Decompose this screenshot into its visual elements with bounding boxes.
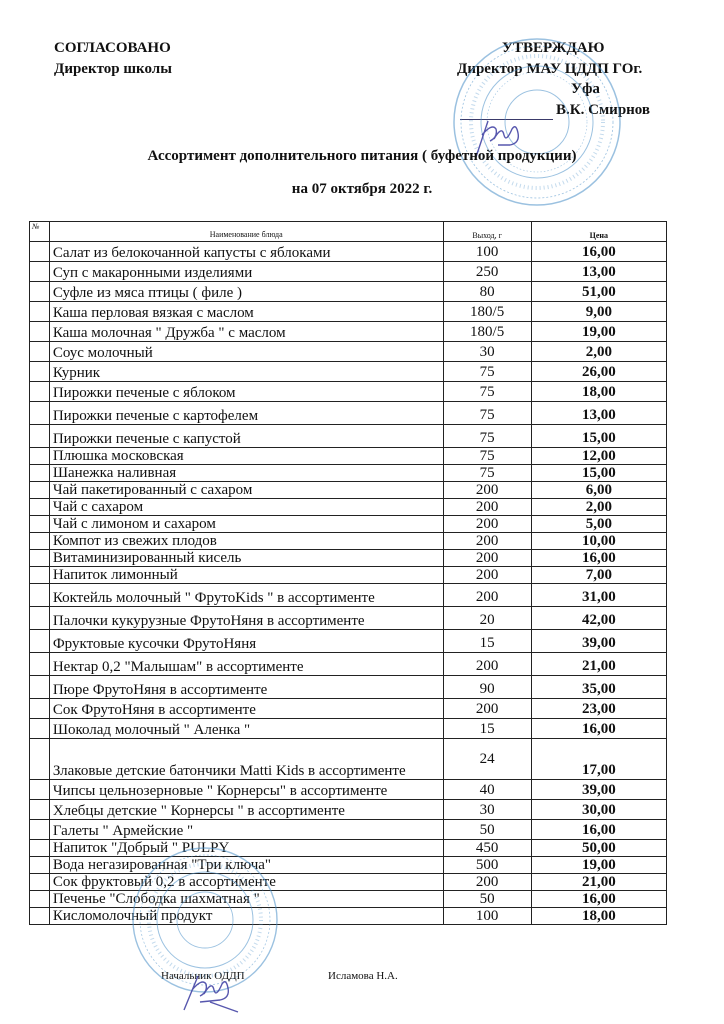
item-yield: 200 [443, 499, 531, 516]
table-row [30, 800, 667, 820]
item-name: Пюре ФрутоНяня в ассортименте [49, 676, 443, 699]
row-number [30, 699, 50, 719]
row-number [30, 739, 50, 780]
item-yield: 200 [443, 653, 531, 676]
row-number [30, 448, 50, 465]
menu-table [29, 221, 667, 925]
row-number [30, 857, 50, 874]
item-price: 30,00 [531, 800, 666, 820]
approval-right-signer: В.К. Смирнов [556, 102, 651, 118]
item-yield: 90 [443, 676, 531, 699]
item-name: Соус молочный [49, 342, 443, 362]
item-price: 23,00 [531, 699, 666, 719]
item-yield: 75 [443, 402, 531, 425]
item-name: Напиток лимонный [49, 567, 443, 584]
item-name: Пирожки печеные с яблоком [49, 382, 443, 402]
row-number [30, 533, 50, 550]
item-yield: 100 [443, 908, 531, 925]
item-yield: 75 [443, 465, 531, 482]
table-row [30, 242, 667, 262]
item-name: Злаковые детские батончики Matti Kids в ассортименте [49, 739, 443, 780]
table-row [30, 516, 667, 533]
table-row [30, 699, 667, 719]
item-price: 21,00 [531, 653, 666, 676]
item-yield: 180/5 [443, 322, 531, 342]
item-price: 7,00 [531, 567, 666, 584]
row-number [30, 820, 50, 840]
item-name: Фруктовые кусочки ФрутоНяня [49, 630, 443, 653]
item-price: 16,00 [531, 820, 666, 840]
item-yield: 450 [443, 840, 531, 857]
row-number [30, 550, 50, 567]
item-name: Сок ФрутоНяня в ассортименте [49, 699, 443, 719]
item-price: 26,00 [531, 362, 666, 382]
table-row [30, 362, 667, 382]
item-name: Плюшка московская [49, 448, 443, 465]
table-row [30, 719, 667, 739]
row-number [30, 567, 50, 584]
column-header-number: № [30, 222, 50, 242]
table-row [30, 676, 667, 699]
item-yield: 250 [443, 262, 531, 282]
row-number [30, 362, 50, 382]
item-name: Суфле из мяса птицы ( филе ) [49, 282, 443, 302]
item-price: 31,00 [531, 584, 666, 607]
item-name: Чипсы цельнозерновые " Корнерсы" в ассортименте [49, 780, 443, 800]
item-price: 13,00 [531, 262, 666, 282]
row-number [30, 630, 50, 653]
item-name: Коктейль молочный " ФрутоKids " в ассортименте [49, 584, 443, 607]
table-row [30, 448, 667, 465]
document-title: Ассортимент дополнительного питания ( буфетной продукции) [147, 148, 577, 164]
approval-left-title: СОГЛАСОВАНО [54, 40, 171, 56]
column-header-yield: Выход, г [443, 222, 531, 242]
item-name: Нектар 0,2 "Малышам" в ассортименте [49, 653, 443, 676]
item-name: Печенье "Слободка шахматная " [49, 891, 443, 908]
table-row [30, 533, 667, 550]
approval-right-title: УТВЕРЖДАЮ [502, 40, 605, 56]
row-number [30, 653, 50, 676]
item-yield: 200 [443, 874, 531, 891]
row-number [30, 780, 50, 800]
column-header-name: Наименование блюда [49, 222, 443, 242]
row-number [30, 840, 50, 857]
table-row [30, 891, 667, 908]
item-price: 42,00 [531, 607, 666, 630]
item-price: 15,00 [531, 465, 666, 482]
approval-right-role: Директор МАУ ЦДДП ГОг. [457, 61, 643, 77]
item-yield: 24 [443, 739, 531, 780]
table-body [30, 242, 667, 925]
row-number [30, 891, 50, 908]
table-row [30, 567, 667, 584]
item-yield: 30 [443, 800, 531, 820]
item-name: Чай с лимоном и сахаром [49, 516, 443, 533]
item-price: 2,00 [531, 342, 666, 362]
row-number [30, 242, 50, 262]
signature-line [460, 119, 553, 120]
table-row [30, 282, 667, 302]
item-name: Пирожки печеные с капустой [49, 425, 443, 448]
table-row [30, 342, 667, 362]
row-number [30, 302, 50, 322]
table-row [30, 402, 667, 425]
item-yield: 50 [443, 891, 531, 908]
table-row [30, 739, 667, 780]
item-price: 13,00 [531, 402, 666, 425]
table-row [30, 302, 667, 322]
item-yield: 200 [443, 699, 531, 719]
item-yield: 75 [443, 448, 531, 465]
item-name: Курник [49, 362, 443, 382]
row-number [30, 676, 50, 699]
item-name: Каша молочная " Дружба " с маслом [49, 322, 443, 342]
document-date: на 07 октября 2022 г. [291, 181, 433, 197]
item-yield: 500 [443, 857, 531, 874]
row-number [30, 342, 50, 362]
table-row [30, 382, 667, 402]
table-row [30, 630, 667, 653]
item-price: 50,00 [531, 840, 666, 857]
item-price: 39,00 [531, 780, 666, 800]
item-price: 19,00 [531, 857, 666, 874]
table-row [30, 820, 667, 840]
row-number [30, 322, 50, 342]
row-number [30, 874, 50, 891]
row-number [30, 800, 50, 820]
item-price: 6,00 [531, 482, 666, 499]
item-yield: 100 [443, 242, 531, 262]
item-price: 16,00 [531, 550, 666, 567]
item-yield: 20 [443, 607, 531, 630]
item-name: Пирожки печеные с картофелем [49, 402, 443, 425]
row-number [30, 402, 50, 425]
item-name: Компот из свежих плодов [49, 533, 443, 550]
item-price: 9,00 [531, 302, 666, 322]
row-number [30, 482, 50, 499]
item-name: Чай пакетированный с сахаром [49, 482, 443, 499]
item-yield: 80 [443, 282, 531, 302]
item-yield: 75 [443, 362, 531, 382]
item-price: 10,00 [531, 533, 666, 550]
row-number [30, 465, 50, 482]
item-name: Вода негазированная "Три ключа" [49, 857, 443, 874]
item-price: 15,00 [531, 425, 666, 448]
item-yield: 200 [443, 584, 531, 607]
item-price: 18,00 [531, 908, 666, 925]
item-price: 18,00 [531, 382, 666, 402]
item-name: Галеты " Армейские " [49, 820, 443, 840]
item-name: Кисломолочный продукт [49, 908, 443, 925]
row-number [30, 516, 50, 533]
table-row [30, 550, 667, 567]
footer-role: Начальник ОДДП [161, 970, 245, 982]
item-price: 39,00 [531, 630, 666, 653]
item-price: 16,00 [531, 891, 666, 908]
item-yield: 75 [443, 382, 531, 402]
table-row [30, 840, 667, 857]
item-yield: 200 [443, 516, 531, 533]
item-price: 5,00 [531, 516, 666, 533]
item-yield: 75 [443, 425, 531, 448]
table-row [30, 425, 667, 448]
item-price: 17,00 [531, 739, 666, 780]
table-row [30, 465, 667, 482]
item-yield: 50 [443, 820, 531, 840]
item-price: 19,00 [531, 322, 666, 342]
item-name: Чай с сахаром [49, 499, 443, 516]
item-price: 16,00 [531, 242, 666, 262]
table-row [30, 499, 667, 516]
table-row [30, 482, 667, 499]
item-yield: 200 [443, 550, 531, 567]
approval-left-role: Директор школы [54, 61, 172, 77]
row-number [30, 908, 50, 925]
item-yield: 15 [443, 630, 531, 653]
item-yield: 40 [443, 780, 531, 800]
row-number [30, 262, 50, 282]
item-price: 35,00 [531, 676, 666, 699]
row-number [30, 425, 50, 448]
item-name: Суп с макаронными изделиями [49, 262, 443, 282]
item-price: 51,00 [531, 282, 666, 302]
item-name: Каша перловая вязкая с маслом [49, 302, 443, 322]
item-yield: 30 [443, 342, 531, 362]
item-name: Витаминизированный кисель [49, 550, 443, 567]
item-name: Палочки кукурузные ФрутоНяня в ассортименте [49, 607, 443, 630]
row-number [30, 607, 50, 630]
table-header-row [30, 222, 667, 242]
item-name: Салат из белокочанной капусты с яблоками [49, 242, 443, 262]
table-row [30, 262, 667, 282]
table-row [30, 908, 667, 925]
table-row [30, 584, 667, 607]
row-number [30, 282, 50, 302]
footer-name: Исламова Н.А. [328, 970, 398, 982]
table-row [30, 857, 667, 874]
item-price: 16,00 [531, 719, 666, 739]
item-yield: 15 [443, 719, 531, 739]
row-number [30, 499, 50, 516]
column-header-price: Цена [531, 222, 666, 242]
item-price: 12,00 [531, 448, 666, 465]
table-row [30, 653, 667, 676]
table-row [30, 322, 667, 342]
item-price: 2,00 [531, 499, 666, 516]
item-yield: 200 [443, 533, 531, 550]
approval-right-city: Уфа [571, 81, 600, 97]
row-number [30, 584, 50, 607]
item-yield: 200 [443, 567, 531, 584]
item-name: Шоколад молочный " Аленка " [49, 719, 443, 739]
item-name: Напиток "Добрый " PULPY [49, 840, 443, 857]
item-name: Хлебцы детские " Корнерсы " в ассортименте [49, 800, 443, 820]
table-row [30, 780, 667, 800]
item-name: Сок фруктовый 0,2 в ассортименте [49, 874, 443, 891]
row-number [30, 719, 50, 739]
row-number [30, 382, 50, 402]
item-price: 21,00 [531, 874, 666, 891]
item-name: Шанежка наливная [49, 465, 443, 482]
item-yield: 180/5 [443, 302, 531, 322]
table-row [30, 607, 667, 630]
table-row [30, 874, 667, 891]
item-yield: 200 [443, 482, 531, 499]
